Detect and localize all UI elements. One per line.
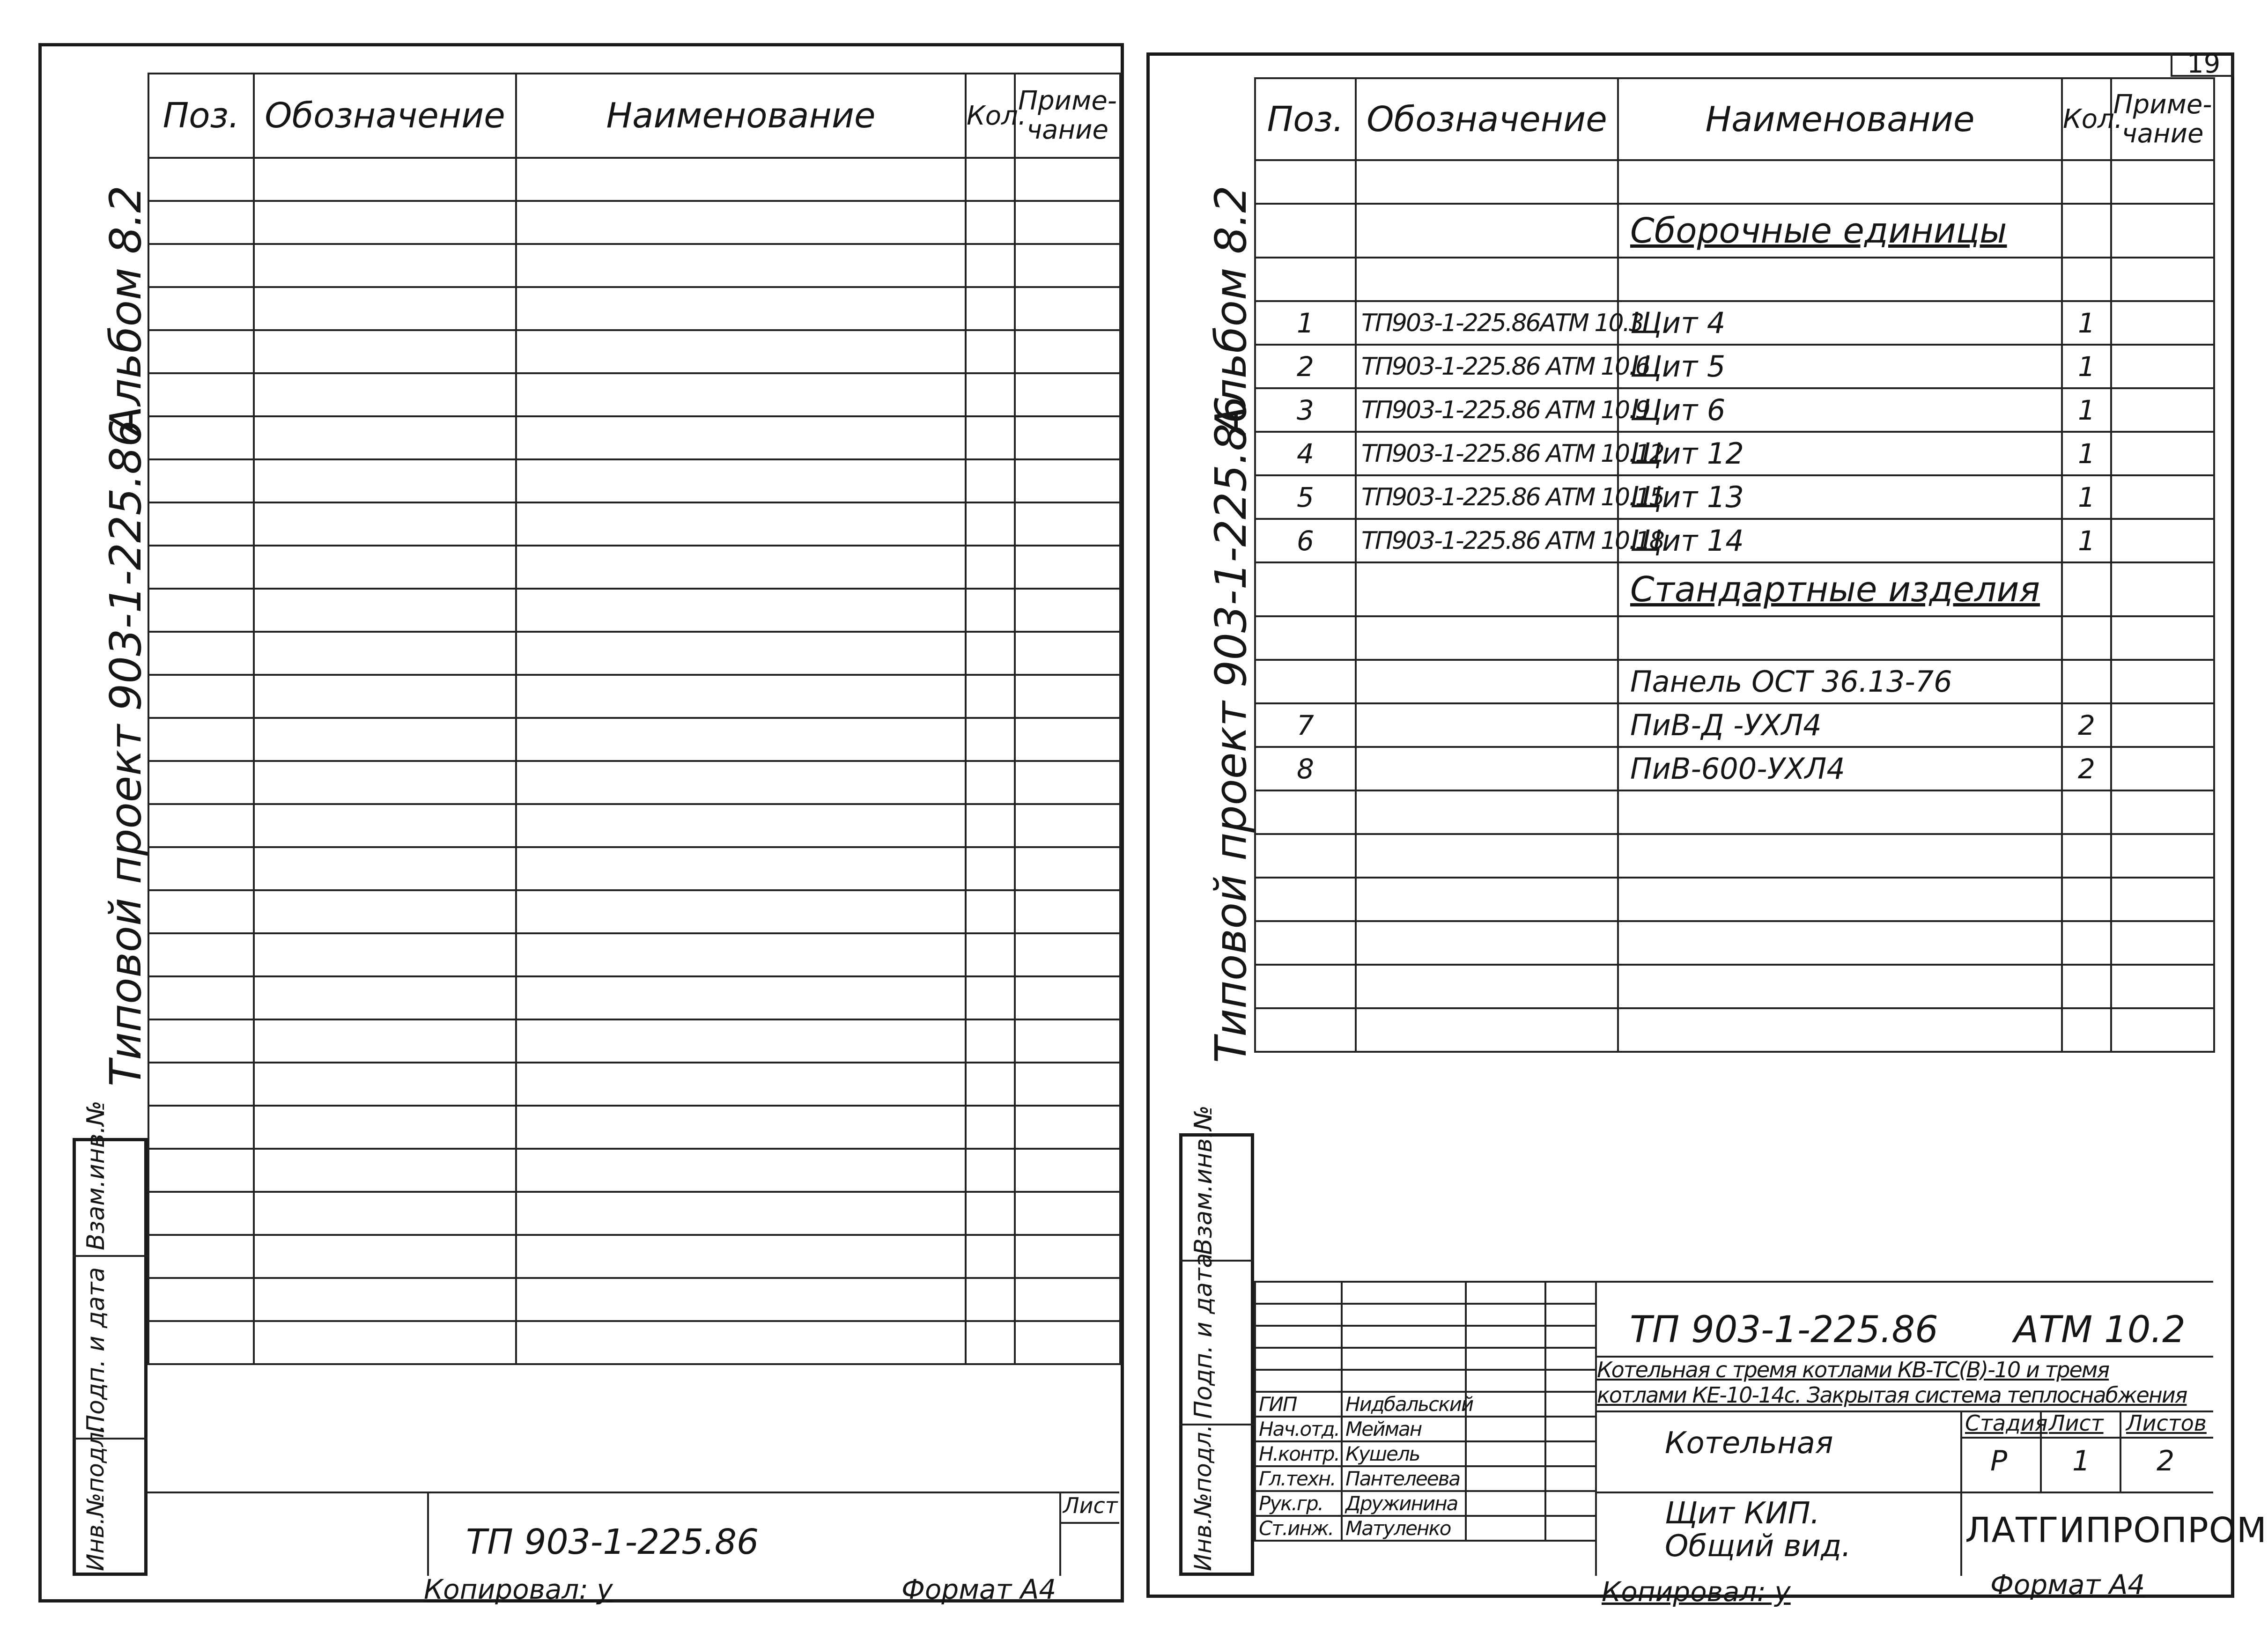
spec-cell-qty xyxy=(2062,1008,2111,1052)
left-table-row xyxy=(148,976,1120,1019)
signature-row xyxy=(1255,1491,1596,1516)
spec-cell-qty xyxy=(2062,921,2111,965)
right-header-designation: Обозначение xyxy=(1356,78,1618,160)
title-doc: АТМ 10.2 xyxy=(2014,1309,2186,1351)
right-album-label: Альбом 8.2 xyxy=(1206,185,1256,436)
right-header-qty: Кол. xyxy=(2062,78,2111,160)
spec-cell-name: Щит 5 xyxy=(1618,345,2062,388)
role-label: ГИП xyxy=(1255,1392,1342,1417)
role-label: Рук.гр. xyxy=(1255,1491,1342,1516)
spec-cell-pos xyxy=(1255,562,1356,616)
left-header-note: Приме- чание xyxy=(1015,74,1120,158)
spec-cell-designation xyxy=(1356,878,1618,921)
spec-cell-designation: ТП903-1-225.86 АТМ 10.18 xyxy=(1356,519,1618,562)
left-table-row xyxy=(148,589,1120,632)
spec-cell-qty xyxy=(2062,616,2111,660)
right-vzam-label: Взам.инв.№ xyxy=(1189,1105,1218,1255)
spec-cell-pos: 2 xyxy=(1255,345,1356,388)
spec-row xyxy=(1255,301,2214,345)
spec-cell-pos xyxy=(1255,258,1356,301)
left-table-row xyxy=(148,287,1120,330)
spec-cell-designation xyxy=(1356,562,1618,616)
signature-row xyxy=(1255,1392,1596,1417)
spec-cell-pos xyxy=(1255,160,1356,204)
spec-row xyxy=(1255,432,2214,475)
role-person: Матуленко xyxy=(1342,1516,1466,1541)
left-table-row xyxy=(148,675,1120,718)
left-table-row xyxy=(148,761,1120,804)
left-table-row xyxy=(148,1192,1120,1235)
spec-row xyxy=(1255,345,2214,388)
left-table-row xyxy=(148,416,1120,459)
spec-cell-pos xyxy=(1255,965,1356,1008)
left-copied-label: Копировал: у xyxy=(424,1573,613,1605)
left-project-label: Типовой проект 903-1-225.86 xyxy=(101,419,151,1086)
left-table-row xyxy=(148,1019,1120,1063)
sheet-value: 1 xyxy=(2072,1445,2091,1477)
left-podp-label: Подп. и дата xyxy=(82,1267,110,1433)
spec-cell-qty: 1 xyxy=(2062,519,2111,562)
left-table-row xyxy=(148,201,1120,244)
spec-cell-pos xyxy=(1255,921,1356,965)
spec-cell-name xyxy=(1618,921,2062,965)
left-album-label: Альбом 8.2 xyxy=(101,185,151,436)
left-header-qty: Кол. xyxy=(966,74,1015,158)
signature-row xyxy=(1255,1370,1596,1392)
spec-cell-qty: 2 xyxy=(2062,747,2111,790)
role-label: Н.контр. xyxy=(1255,1441,1342,1466)
spec-row xyxy=(1255,790,2214,834)
spec-row xyxy=(1255,747,2214,790)
spec-cell-pos: 4 xyxy=(1255,432,1356,475)
left-table-row xyxy=(148,1149,1120,1192)
spec-cell-pos: 5 xyxy=(1255,475,1356,519)
spec-cell-qty: 1 xyxy=(2062,301,2111,345)
spec-cell-name: Щит 12 xyxy=(1618,432,2062,475)
spec-row xyxy=(1255,703,2214,747)
right-header-note: Приме- чание xyxy=(2111,78,2214,160)
spec-cell-pos: 3 xyxy=(1255,388,1356,432)
spec-cell-designation xyxy=(1356,258,1618,301)
spec-cell-designation xyxy=(1356,790,1618,834)
left-vzam-label: Взам.инв.№ xyxy=(82,1100,110,1250)
right-spec-table xyxy=(1254,77,2215,1053)
right-format-label: Формат А4 xyxy=(1990,1569,2145,1601)
spec-cell-qty: 1 xyxy=(2062,475,2111,519)
sheets-value: 2 xyxy=(2157,1445,2175,1477)
spec-cell-designation: ТП903-1-225.86 АТМ 10.15 xyxy=(1356,475,1618,519)
right-project-label: Типовой проект 903-1-225.86 xyxy=(1206,396,1256,1063)
spec-cell-qty xyxy=(2062,660,2111,703)
spec-row xyxy=(1255,921,2214,965)
role-person: Мейман xyxy=(1342,1417,1466,1441)
left-list-label: Лист xyxy=(1063,1493,1118,1518)
spec-cell-qty xyxy=(2062,878,2111,921)
left-format-label: Формат А4 xyxy=(901,1573,1056,1605)
spec-cell-name xyxy=(1618,834,2062,878)
signature-row xyxy=(1255,1304,1596,1326)
left-table-row xyxy=(148,933,1120,976)
title-subtitle-1: Котельная с тремя котлами КВ-ТС(В)-10 и тремя xyxy=(1597,1357,2109,1382)
spec-cell-qty xyxy=(2062,965,2111,1008)
sheet-label: Лист xyxy=(2049,1410,2104,1436)
spec-cell-name: Щит 14 xyxy=(1618,519,2062,562)
spec-cell-designation xyxy=(1356,834,1618,878)
spec-row xyxy=(1255,388,2214,432)
spec-cell-designation xyxy=(1356,965,1618,1008)
left-table-row xyxy=(148,330,1120,373)
left-table-row xyxy=(148,546,1120,589)
spec-cell-designation xyxy=(1356,204,1618,258)
spec-cell-designation xyxy=(1356,703,1618,747)
spec-cell-name: Сборочные единицы xyxy=(1618,204,2062,258)
role-person: Кушель xyxy=(1342,1441,1466,1466)
spec-cell-designation: ТП903-1-225.86 АТМ 10.6 xyxy=(1356,345,1618,388)
right-inv-label: Инв.№подл. xyxy=(1189,1424,1217,1571)
spec-row xyxy=(1255,878,2214,921)
left-table-row xyxy=(148,1321,1120,1364)
spec-cell-pos: 7 xyxy=(1255,703,1356,747)
spec-cell-pos: 6 xyxy=(1255,519,1356,562)
spec-cell-name xyxy=(1618,616,2062,660)
stage-label: Стадия xyxy=(1965,1410,2048,1436)
right-header-pos: Поз. xyxy=(1255,78,1356,160)
spec-cell-name: Панель ОСТ 36.13-76 xyxy=(1618,660,2062,703)
left-header-name: Наименование xyxy=(516,74,966,158)
left-table-row xyxy=(148,1063,1120,1106)
right-header-name: Наименование xyxy=(1618,78,2062,160)
spec-row xyxy=(1255,258,2214,301)
role-label: Гл.техн. xyxy=(1255,1466,1342,1491)
sheets-label: Листов xyxy=(2126,1410,2207,1436)
spec-cell-name: Щит 4 xyxy=(1618,301,2062,345)
spec-cell-qty xyxy=(2062,160,2111,204)
left-table-row xyxy=(148,847,1120,890)
left-table-row xyxy=(148,890,1120,933)
role-person: Дружинина xyxy=(1342,1491,1466,1516)
left-footer-code: ТП 903-1-225.86 xyxy=(466,1522,759,1562)
spec-cell-designation xyxy=(1356,616,1618,660)
left-table-row xyxy=(148,1235,1120,1278)
spec-row xyxy=(1255,204,2214,258)
signature-row xyxy=(1255,1516,1596,1541)
spec-cell-name xyxy=(1618,790,2062,834)
spec-cell-qty: 1 xyxy=(2062,345,2111,388)
signature-row xyxy=(1255,1326,1596,1348)
spec-cell-designation xyxy=(1356,747,1618,790)
spec-row xyxy=(1255,660,2214,703)
spec-cell-qty: 2 xyxy=(2062,703,2111,747)
title-drawing-1: Щит КИП. xyxy=(1665,1496,1820,1531)
left-table-row xyxy=(148,1278,1120,1321)
left-table-row xyxy=(148,244,1120,287)
spec-cell-name xyxy=(1618,160,2062,204)
spec-row xyxy=(1255,160,2214,204)
role-label: Ст.инж. xyxy=(1255,1516,1342,1541)
left-table-row xyxy=(148,502,1120,546)
stage-value: Р xyxy=(1990,1445,2008,1477)
spec-cell-designation xyxy=(1356,1008,1618,1052)
spec-cell-name xyxy=(1618,258,2062,301)
left-table-row xyxy=(148,632,1120,675)
spec-row xyxy=(1255,834,2214,878)
right-copied-label: Копировал: у xyxy=(1602,1576,1791,1608)
spec-row xyxy=(1255,475,2214,519)
left-table-row xyxy=(148,804,1120,847)
spec-cell-designation: ТП903-1-225.86АТМ 10.3 xyxy=(1356,301,1618,345)
spec-cell-designation: ТП903-1-225.86 АТМ 10.9 xyxy=(1356,388,1618,432)
spec-cell-pos xyxy=(1255,834,1356,878)
spec-cell-pos xyxy=(1255,660,1356,703)
spec-cell-qty: 1 xyxy=(2062,388,2111,432)
spec-row xyxy=(1255,965,2214,1008)
signature-row xyxy=(1255,1466,1596,1491)
spec-cell-qty xyxy=(2062,790,2111,834)
role-person: Пантелеева xyxy=(1342,1466,1466,1491)
title-code: ТП 903-1-225.86 xyxy=(1630,1309,1938,1351)
right-podp-label: Подп. и дата xyxy=(1189,1253,1218,1419)
left-header-designation: Обозначение xyxy=(254,74,516,158)
left-table-row xyxy=(148,158,1120,201)
spec-cell-designation xyxy=(1356,160,1618,204)
title-subtitle-2: котлами КЕ-10-14с. Закрытая система теплоснабжения xyxy=(1597,1382,2187,1408)
spec-row xyxy=(1255,562,2214,616)
spec-cell-name: Щит 13 xyxy=(1618,475,2062,519)
left-table-row xyxy=(148,373,1120,416)
spec-cell-designation xyxy=(1356,660,1618,703)
signature-row xyxy=(1255,1348,1596,1370)
signature-row xyxy=(1255,1417,1596,1441)
role-label: Нач.отд. xyxy=(1255,1417,1342,1441)
spec-cell-qty: 1 xyxy=(2062,432,2111,475)
left-header-pos: Поз. xyxy=(148,74,254,158)
spec-cell-name: ПиВ-Д -УХЛ4 xyxy=(1618,703,2062,747)
spec-cell-qty xyxy=(2062,258,2111,301)
signature-grid xyxy=(1254,1281,1597,1542)
spec-cell-designation: ТП903-1-225.86 АТМ 10.12 xyxy=(1356,432,1618,475)
spec-cell-qty xyxy=(2062,562,2111,616)
left-table-row xyxy=(148,718,1120,761)
org-name: ЛАТГИПРОПРОМ xyxy=(1965,1510,2267,1551)
left-spec-table xyxy=(148,73,1121,1365)
left-table-row xyxy=(148,459,1120,502)
spec-row xyxy=(1255,519,2214,562)
left-inv-label: Инв.№подл. xyxy=(82,1424,109,1571)
spec-row xyxy=(1255,616,2214,660)
role-person: Нидбальский xyxy=(1342,1392,1466,1417)
title-drawing-2: Общий вид. xyxy=(1665,1529,1851,1564)
signature-row xyxy=(1255,1282,1596,1304)
spec-cell-designation xyxy=(1356,921,1618,965)
spec-cell-qty xyxy=(2062,834,2111,878)
title-object: Котельная xyxy=(1665,1426,1833,1461)
spec-row xyxy=(1255,1008,2214,1052)
spec-cell-pos: 8 xyxy=(1255,747,1356,790)
spec-cell-pos xyxy=(1255,204,1356,258)
spec-cell-pos xyxy=(1255,616,1356,660)
spec-cell-name xyxy=(1618,965,2062,1008)
spec-cell-qty xyxy=(2062,204,2111,258)
sheet-number: 19 xyxy=(2187,49,2221,79)
spec-cell-name xyxy=(1618,1008,2062,1052)
spec-cell-pos xyxy=(1255,878,1356,921)
left-table-row xyxy=(148,1106,1120,1149)
spec-cell-name: Щит 6 xyxy=(1618,388,2062,432)
spec-cell-name: ПиВ-600-УХЛ4 xyxy=(1618,747,2062,790)
spec-cell-pos xyxy=(1255,1008,1356,1052)
spec-cell-pos: 1 xyxy=(1255,301,1356,345)
spec-cell-name: Стандартные изделия xyxy=(1618,562,2062,616)
spec-cell-pos xyxy=(1255,790,1356,834)
spec-cell-name xyxy=(1618,878,2062,921)
signature-row xyxy=(1255,1441,1596,1466)
